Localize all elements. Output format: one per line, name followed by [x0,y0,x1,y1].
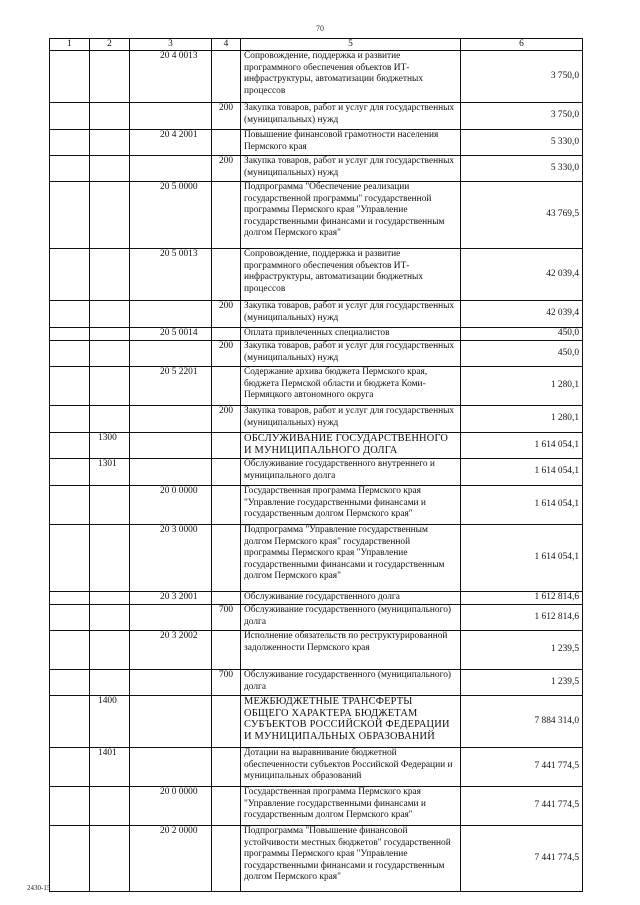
amount: 7 884 314,0 [461,696,583,748]
amount: 450,0 [461,328,583,341]
section-code [50,459,90,486]
expense-type-code [212,631,241,670]
section-code [50,328,90,341]
table-row [50,631,583,670]
budget-table [49,38,583,892]
target-article-code [130,605,212,631]
table-row [50,156,583,182]
table-row [50,486,583,525]
item-name: Обслуживание государственного внутреннего и муниципального долга [241,459,461,486]
expense-type-code [212,459,241,486]
expense-type-code [212,328,241,341]
amount: 1 239,5 [461,631,583,670]
expense-type-code [212,433,241,459]
table-row [50,748,583,787]
expense-type-code: 200 [212,341,241,367]
section-code [50,406,90,433]
section-code [50,51,90,103]
item-name: Сопровождение, поддержка и развитие программного обеспечения объектов ИТ-инфраструктуры, автоматизации бюджетных процессов [241,249,461,301]
target-article-code [130,433,212,459]
subsection-code [90,51,130,103]
expense-type-code [212,592,241,605]
item-name: Сопровождение, поддержка и развитие программного обеспечения объектов ИТ-инфраструктуры, автоматизации бюджетных процессов [241,51,461,103]
subsection-code [90,249,130,301]
subsection-code [90,182,130,249]
expense-type-code [212,826,241,892]
item-name: Государственная программа Пермского края "Управление государственными финансами и государственным долгом Пермского края" [241,486,461,525]
item-name: Подпрограмма "Повышение финансовой устойчивости местных бюджетов" государственной программы Пермского края "Управление государственными финансами и государственным долгом Пермского края" [241,826,461,892]
amount: 42 039,4 [461,301,583,328]
subsection-code [90,525,130,592]
amount: 1 612 814,6 [461,592,583,605]
amount: 5 330,0 [461,130,583,156]
section-code [50,103,90,130]
item-name: Закупка товаров, работ и услуг для государственных (муниципальных) нужд [241,103,461,130]
table-row [50,341,583,367]
item-name: Обслуживание государственного долга [241,592,461,605]
expense-type-code [212,182,241,249]
target-article-code [130,459,212,486]
header-col-5: 5 [241,39,461,51]
section-code [50,525,90,592]
table-row [50,592,583,605]
expense-type-code [212,486,241,525]
table-row [50,103,583,130]
amount: 1 614 054,1 [461,459,583,486]
table-row [50,525,583,592]
item-name: Закупка товаров, работ и услуг для государственных (муниципальных) нужд [241,156,461,182]
expense-type-code [212,748,241,787]
section-code [50,156,90,182]
item-name: Дотации на выравнивание бюджетной обеспеченности субъектов Российской Федерации и муниципальных образований [241,748,461,787]
target-article-code [130,670,212,696]
header-col-2: 2 [90,39,130,51]
expense-type-code [212,696,241,748]
subsection-code: 1301 [90,459,130,486]
amount: 1 239,5 [461,670,583,696]
header-col-4: 4 [212,39,241,51]
amount: 3 750,0 [461,51,583,103]
subsection-code: 1300 [90,433,130,459]
subsection-code [90,605,130,631]
subsection-code: 1400 [90,696,130,748]
target-article-code: 20 4 2001 [130,130,212,156]
section-code [50,826,90,892]
target-article-code: 20 2 0000 [130,826,212,892]
item-name: Подпрограмма "Обеспечение реализации государственной программы" государственной программы Пермского края "Управление государственными финансами и государственным долгом Пермского края" [241,182,461,249]
amount: 1 280,1 [461,406,583,433]
target-article-code [130,301,212,328]
target-article-code [130,341,212,367]
target-article-code: 20 3 2002 [130,631,212,670]
expense-type-code [212,525,241,592]
amount: 42 039,4 [461,249,583,301]
subsection-code [90,301,130,328]
item-name: Исполнение обязательств по реструктурированной задолженности Пермского края [241,631,461,670]
section-code [50,670,90,696]
target-article-code: 20 5 0000 [130,182,212,249]
section-code [50,605,90,631]
amount: 1 614 054,1 [461,433,583,459]
table-row [50,130,583,156]
target-article-code [130,406,212,433]
target-article-code: 20 3 0000 [130,525,212,592]
table-row [50,328,583,341]
expense-type-code: 200 [212,103,241,130]
subsection-code [90,406,130,433]
amount: 1 280,1 [461,367,583,406]
section-code [50,486,90,525]
table-row [50,433,583,459]
table-row [50,367,583,406]
table-row [50,406,583,433]
expense-type-code [212,51,241,103]
expense-type-code: 200 [212,301,241,328]
amount: 1 612 814,6 [461,605,583,631]
subsection-code [90,787,130,826]
amount: 1 614 054,1 [461,486,583,525]
section-code [50,130,90,156]
table-row [50,670,583,696]
item-name: Закупка товаров, работ и услуг для государственных (муниципальных) нужд [241,406,461,433]
target-article-code [130,696,212,748]
header-col-6: 6 [461,39,583,51]
page-number: 70 [316,24,324,33]
target-article-code: 20 5 2201 [130,367,212,406]
table-row [50,249,583,301]
subsection-code [90,156,130,182]
target-article-code: 20 5 0014 [130,328,212,341]
amount: 5 330,0 [461,156,583,182]
target-article-code [130,748,212,787]
item-name: Обслуживание государственного (муниципального) долга [241,605,461,631]
subsection-code [90,328,130,341]
expense-type-code: 700 [212,605,241,631]
amount: 7 441 774,5 [461,748,583,787]
section-code [50,301,90,328]
subsection-code [90,670,130,696]
expense-type-code [212,787,241,826]
expense-type-code: 200 [212,406,241,433]
item-name: Закупка товаров, работ и услуг для государственных (муниципальных) нужд [241,301,461,328]
subsection-code [90,592,130,605]
header-col-1: 1 [50,39,90,51]
section-code [50,249,90,301]
table-row [50,459,583,486]
item-name: ОБСЛУЖИВАНИЕ ГОСУДАРСТВЕННОГО И МУНИЦИПАЛЬНОГО ДОЛГА [241,433,461,459]
item-name: Повышение финансовой грамотности населения Пермского края [241,130,461,156]
target-article-code: 20 4 0013 [130,51,212,103]
subsection-code [90,130,130,156]
subsection-code [90,341,130,367]
target-article-code: 20 5 0013 [130,249,212,301]
item-name: Закупка товаров, работ и услуг для государственных (муниципальных) нужд [241,341,461,367]
table-row [50,51,583,103]
table-header-row [50,39,583,51]
item-name: Оплата привлеченных специалистов [241,328,461,341]
section-code [50,592,90,605]
item-name: Подпрограмма "Управление государственным долгом Пермского края" государственной программы Пермского края "Управление государственными финансами и государственным долгом Пермского края" [241,525,461,592]
target-article-code [130,103,212,130]
section-code [50,787,90,826]
item-name: Государственная программа Пермского края "Управление государственными финансами и государственным долгом Пермского края" [241,787,461,826]
table-row [50,826,583,892]
amount: 1 614 054,1 [461,525,583,592]
table-row [50,182,583,249]
section-code [50,367,90,406]
expense-type-code: 700 [212,670,241,696]
item-name: МЕЖБЮДЖЕТНЫЕ ТРАНСФЕРТЫ ОБЩЕГО ХАРАКТЕРА БЮДЖЕТАМ СУБЪЕКТОВ РОССИЙСКОЙ ФЕДЕРАЦИИ И МУНИЦИПАЛЬНЫХ ОБРАЗОВАНИЙ [241,696,461,748]
item-name: Содержание архива бюджета Пермского края, бюджета Пермской области и бюджета Коми-Пермяцкого автономного округа [241,367,461,406]
amount: 7 441 774,5 [461,826,583,892]
table-row [50,696,583,748]
expense-type-code [212,367,241,406]
header-col-3: 3 [130,39,212,51]
item-name: Обслуживание государственного (муниципального) долга [241,670,461,696]
expense-type-code [212,249,241,301]
subsection-code [90,367,130,406]
amount: 43 769,5 [461,182,583,249]
target-article-code: 20 0 0000 [130,486,212,525]
target-article-code [130,156,212,182]
target-article-code: 20 0 0000 [130,787,212,826]
section-code [50,182,90,249]
section-code [50,341,90,367]
table-row [50,605,583,631]
table-row [50,787,583,826]
section-code [50,433,90,459]
footer-document-code: 2430-15 [27,884,51,892]
subsection-code [90,631,130,670]
amount: 3 750,0 [461,103,583,130]
target-article-code: 20 3 2001 [130,592,212,605]
section-code [50,631,90,670]
subsection-code: 1401 [90,748,130,787]
amount: 7 441 774,5 [461,787,583,826]
subsection-code [90,486,130,525]
expense-type-code: 200 [212,156,241,182]
table-row [50,301,583,328]
subsection-code [90,826,130,892]
amount: 450,0 [461,341,583,367]
section-code [50,748,90,787]
expense-type-code [212,130,241,156]
section-code [50,696,90,748]
subsection-code [90,103,130,130]
